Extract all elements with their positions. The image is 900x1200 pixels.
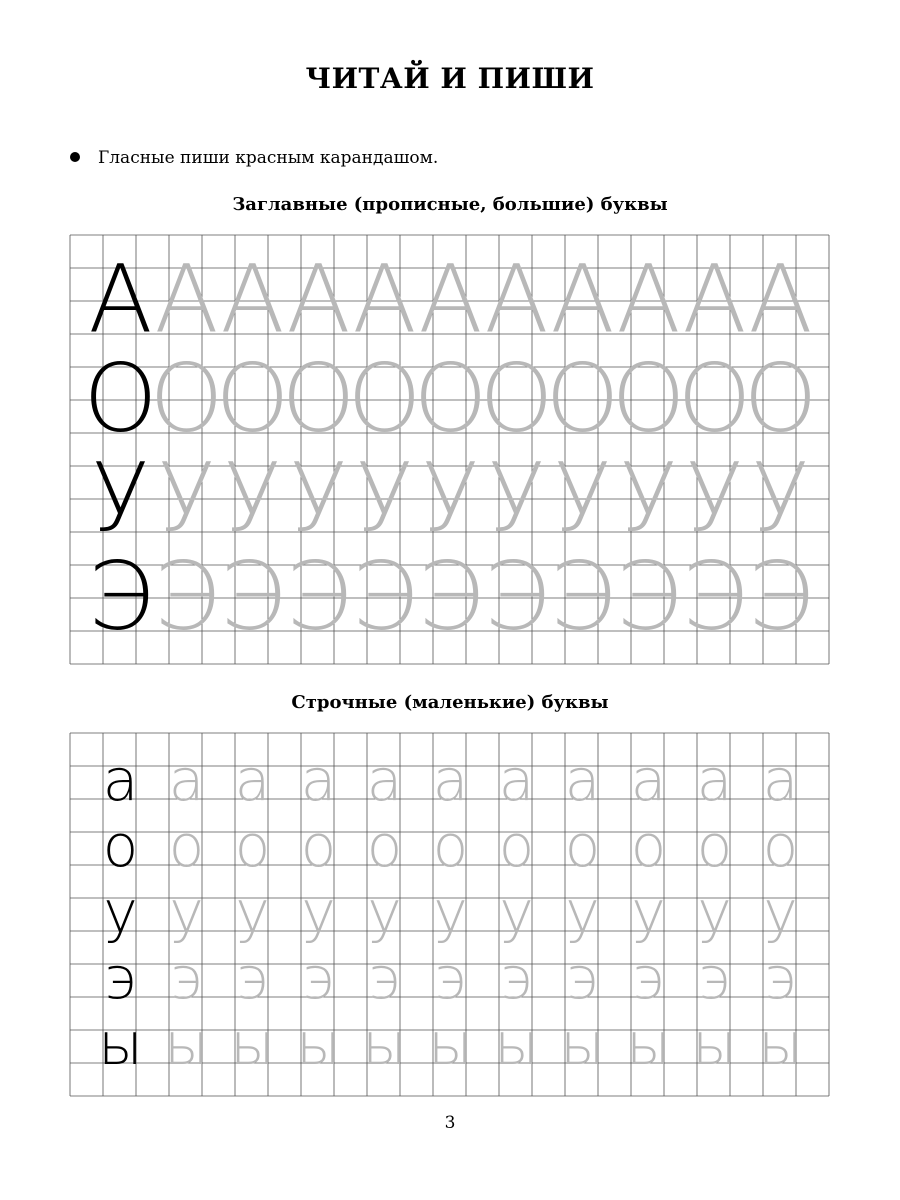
trace-letter: а: [234, 746, 271, 815]
trace-letter: у: [631, 878, 666, 947]
trace-letter: а: [432, 746, 469, 815]
lowercase-letter-row: [105, 944, 797, 1012]
trace-letter: ы: [164, 1010, 209, 1079]
trace-letter: А: [550, 245, 615, 355]
trace-letter: а: [630, 746, 667, 815]
trace-letter: Э: [417, 542, 484, 652]
trace-letter: а: [564, 746, 601, 815]
trace-letter: а: [762, 746, 799, 815]
trace-letter: о: [366, 812, 403, 881]
uppercase-letter-row: [92, 443, 809, 552]
trace-letter: У: [157, 443, 216, 553]
trace-letter: а: [696, 746, 733, 815]
lowercase-section-title: Строчные (маленькие) буквы: [291, 692, 609, 713]
sample-letter: ы: [98, 1010, 143, 1079]
trace-letter: Э: [219, 542, 286, 652]
trace-letter: А: [682, 245, 747, 355]
trace-letter: ы: [362, 1010, 407, 1079]
trace-letter: О: [611, 344, 686, 454]
trace-letter: О: [413, 344, 488, 454]
trace-letter: э: [764, 944, 797, 1013]
uppercase-section-title: Заглавные (прописные, большие) буквы: [232, 194, 668, 215]
trace-letter: У: [421, 443, 480, 553]
uppercase-letter-row: [88, 245, 812, 354]
trace-letter: Э: [615, 542, 682, 652]
trace-letter: э: [434, 944, 467, 1013]
trace-letter: А: [748, 245, 813, 355]
trace-letter: ы: [296, 1010, 341, 1079]
trace-letter: У: [619, 443, 678, 553]
trace-letter: Э: [153, 542, 220, 652]
trace-letter: Э: [549, 542, 616, 652]
uppercase-letter-row: [88, 542, 814, 651]
trace-letter: У: [289, 443, 348, 553]
trace-letter: У: [553, 443, 612, 553]
sample-letter: а: [102, 746, 139, 815]
trace-letter: у: [499, 878, 534, 947]
sample-letter: у: [103, 878, 138, 947]
trace-letter: о: [498, 812, 535, 881]
trace-letter: У: [685, 443, 744, 553]
trace-letter: ы: [494, 1010, 539, 1079]
trace-letter: А: [220, 245, 285, 355]
trace-letter: э: [236, 944, 269, 1013]
trace-letter: э: [500, 944, 533, 1013]
trace-letter: Э: [747, 542, 814, 652]
trace-letter: О: [743, 344, 818, 454]
lowercase-letter-row: [103, 878, 797, 946]
trace-letter: ы: [428, 1010, 473, 1079]
trace-letter: у: [169, 878, 204, 947]
trace-letter: у: [367, 878, 402, 947]
trace-letter: А: [352, 245, 417, 355]
trace-letter: Э: [483, 542, 550, 652]
trace-letter: У: [487, 443, 546, 553]
trace-letter: У: [223, 443, 282, 553]
sample-letter: У: [91, 443, 150, 553]
trace-letter: у: [565, 878, 600, 947]
lowercase-letter-row: [98, 1010, 802, 1078]
trace-letter: О: [281, 344, 356, 454]
trace-letter: а: [168, 746, 205, 815]
uppercase-letter-row: [84, 344, 818, 453]
trace-letter: О: [215, 344, 290, 454]
trace-letter: А: [418, 245, 483, 355]
sample-letter: Э: [87, 542, 154, 652]
page-title: ЧИТАЙ И ПИШИ: [305, 62, 595, 95]
trace-letter: у: [433, 878, 468, 947]
instruction-text: Гласные пиши красным карандашом.: [98, 148, 439, 168]
trace-letter: А: [286, 245, 351, 355]
trace-letter: о: [564, 812, 601, 881]
trace-letter: э: [698, 944, 731, 1013]
trace-letter: ы: [560, 1010, 605, 1079]
trace-letter: О: [479, 344, 554, 454]
trace-letter: э: [170, 944, 203, 1013]
trace-letter: у: [697, 878, 732, 947]
trace-letter: у: [763, 878, 798, 947]
trace-letter: А: [616, 245, 681, 355]
trace-letter: о: [762, 812, 799, 881]
trace-letter: ы: [230, 1010, 275, 1079]
trace-letter: э: [368, 944, 401, 1013]
sample-letter: э: [104, 944, 137, 1013]
trace-letter: э: [632, 944, 665, 1013]
trace-letter: о: [630, 812, 667, 881]
lowercase-letter-row: [103, 812, 799, 880]
trace-letter: а: [366, 746, 403, 815]
trace-letter: э: [302, 944, 335, 1013]
trace-letter: У: [355, 443, 414, 553]
trace-letter: О: [347, 344, 422, 454]
trace-letter: О: [677, 344, 752, 454]
trace-letter: О: [545, 344, 620, 454]
trace-letter: ы: [692, 1010, 737, 1079]
trace-letter: у: [235, 878, 270, 947]
trace-letter: а: [498, 746, 535, 815]
trace-letter: А: [484, 245, 549, 355]
sample-letter: А: [88, 245, 153, 355]
trace-letter: о: [234, 812, 271, 881]
trace-letter: О: [149, 344, 224, 454]
sample-letter: о: [102, 812, 139, 881]
trace-letter: Э: [351, 542, 418, 652]
trace-letter: ы: [758, 1010, 803, 1079]
trace-letter: А: [154, 245, 219, 355]
trace-letter: о: [432, 812, 469, 881]
sample-letter: О: [83, 344, 158, 454]
trace-letter: а: [300, 746, 337, 815]
trace-letter: э: [566, 944, 599, 1013]
trace-letter: ы: [626, 1010, 671, 1079]
trace-letter: У: [751, 443, 810, 553]
trace-letter: о: [696, 812, 733, 881]
trace-letter: Э: [681, 542, 748, 652]
trace-letter: о: [300, 812, 337, 881]
trace-letter: Э: [285, 542, 352, 652]
page-number: 3: [444, 1113, 456, 1133]
lowercase-letter-row: [103, 746, 799, 814]
trace-letter: о: [168, 812, 205, 881]
trace-letter: у: [301, 878, 336, 947]
